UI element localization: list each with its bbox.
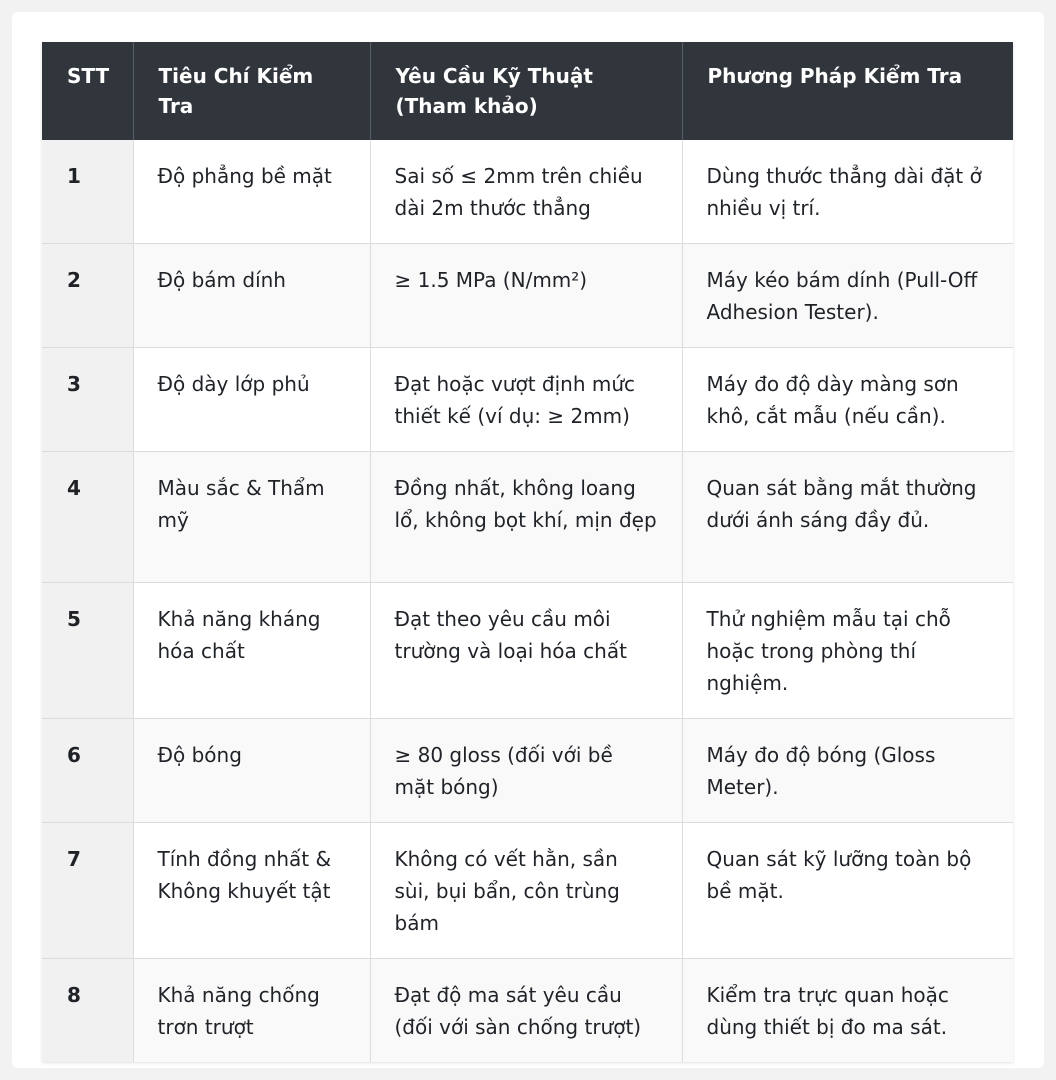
cell-method: Máy đo độ bóng (Gloss Meter). xyxy=(682,719,1013,823)
cell-stt: 2 xyxy=(42,244,133,348)
cell-stt: 1 xyxy=(42,140,133,244)
cell-criteria: Độ phẳng bề mặt xyxy=(133,140,370,244)
cell-stt: 7 xyxy=(42,823,133,959)
table-body xyxy=(42,140,1013,1062)
cell-stt: 4 xyxy=(42,452,133,583)
header-criteria: Tiêu Chí Kiểm Tra xyxy=(133,42,370,140)
cell-requirement: Đồng nhất, không loang lổ, không bọt khí, mịn đẹp xyxy=(370,452,682,583)
cell-requirement: Sai số ≤ 2mm trên chiều dài 2m thước thẳng xyxy=(370,140,682,244)
cell-method: Dùng thước thẳng dài đặt ở nhiều vị trí. xyxy=(682,140,1013,244)
table-row xyxy=(42,959,1013,1063)
cell-method: Máy đo độ dày màng sơn khô, cắt mẫu (nếu cần). xyxy=(682,348,1013,452)
cell-criteria: Khả năng kháng hóa chất xyxy=(133,583,370,719)
cell-requirement: ≥ 1.5 MPa (N/mm²) xyxy=(370,244,682,348)
header-stt: STT xyxy=(42,42,133,140)
table-row xyxy=(42,452,1013,583)
cell-criteria: Độ bóng xyxy=(133,719,370,823)
header-row xyxy=(42,42,1013,140)
cell-stt: 3 xyxy=(42,348,133,452)
cell-stt: 5 xyxy=(42,583,133,719)
cell-requirement: Không có vết hằn, sần sùi, bụi bẩn, côn trùng bám xyxy=(370,823,682,959)
cell-method: Máy kéo bám dính (Pull-Off Adhesion Tester). xyxy=(682,244,1013,348)
cell-stt: 6 xyxy=(42,719,133,823)
cell-method: Kiểm tra trực quan hoặc dùng thiết bị đo ma sát. xyxy=(682,959,1013,1063)
cell-criteria: Màu sắc & Thẩm mỹ xyxy=(133,452,370,583)
table-row xyxy=(42,244,1013,348)
inspection-criteria-table xyxy=(42,42,1013,1062)
cell-criteria: Khả năng chống trơn trượt xyxy=(133,959,370,1063)
cell-criteria: Độ dày lớp phủ xyxy=(133,348,370,452)
header-requirement: Yêu Cầu Kỹ Thuật (Tham khảo) xyxy=(370,42,682,140)
table-row xyxy=(42,823,1013,959)
cell-requirement: Đạt độ ma sát yêu cầu (đối với sàn chống trượt) xyxy=(370,959,682,1063)
cell-requirement: Đạt hoặc vượt định mức thiết kế (ví dụ: ≥ 2mm) xyxy=(370,348,682,452)
cell-method: Quan sát kỹ lưỡng toàn bộ bề mặt. xyxy=(682,823,1013,959)
cell-stt: 8 xyxy=(42,959,133,1063)
table-row xyxy=(42,140,1013,244)
cell-method: Thử nghiệm mẫu tại chỗ hoặc trong phòng thí nghiệm. xyxy=(682,583,1013,719)
header-method: Phương Pháp Kiểm Tra xyxy=(682,42,1013,140)
cell-method: Quan sát bằng mắt thường dưới ánh sáng đầy đủ. xyxy=(682,452,1013,583)
cell-criteria: Tính đồng nhất & Không khuyết tật xyxy=(133,823,370,959)
table-row xyxy=(42,348,1013,452)
table-header xyxy=(42,42,1013,140)
cell-criteria: Độ bám dính xyxy=(133,244,370,348)
table-row xyxy=(42,719,1013,823)
cell-requirement: Đạt theo yêu cầu môi trường và loại hóa chất xyxy=(370,583,682,719)
cell-requirement: ≥ 80 gloss (đối với bề mặt bóng) xyxy=(370,719,682,823)
table-row xyxy=(42,583,1013,719)
